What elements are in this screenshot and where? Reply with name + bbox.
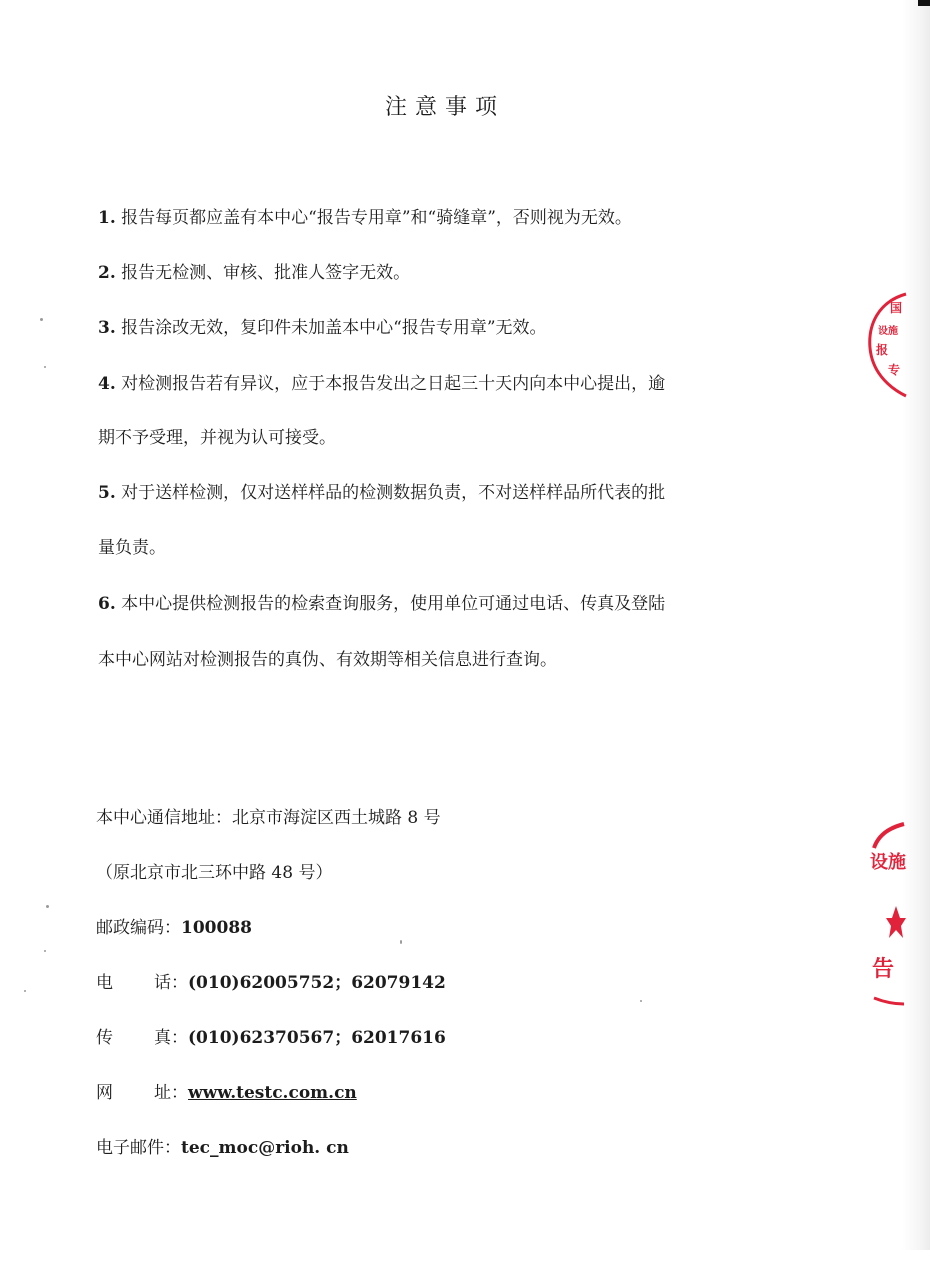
stamp-fragment: 国 [890,301,903,315]
contact-old-address [96,858,332,883]
notice-item-5: 5. 对于送样检测，仅对送样样品的检测数据负责，不对送样样品所代表的批 [98,483,666,503]
phone-label-char-2: 话： [154,973,188,993]
contact-postcode [96,913,252,938]
web-label-char-1: 网 [96,1083,113,1103]
notice-text: 对于送样检测，仅对送样样品的检测数据负责，不对送样样品所代表的批 [121,483,666,503]
notice-item-5-continuation [98,540,810,557]
scan-speck [44,950,46,952]
scan-speck [640,1000,642,1002]
seam-stamp-upper [858,290,908,400]
notice-text: 量负责。 [98,538,166,558]
email-value: tec_moc@rioh. cn [181,1138,349,1158]
notice-item-3: 3. 报告涂改无效，复印件未加盖本中心“报告专用章”无效。 [98,318,547,338]
scan-speck [44,366,46,368]
postcode-label: 邮政编码： [96,918,181,938]
contact-address [96,803,441,828]
notice-item-2: 2. 报告无检测、审核、批准人签字无效。 [98,263,411,283]
stamp-fragment: 设施 [870,852,906,873]
scan-speck [40,318,43,321]
fax-label-char-2: 真： [154,1028,188,1048]
notice-item-1: 1. 报告每页都应盖有本中心“报告专用章”和“骑缝章”，否则视为无效。 [98,208,632,228]
notice-item-6-continuation [98,652,810,669]
stamp-fragment: 设施 [878,326,898,337]
stamp-fragment: 报 [876,343,889,357]
postcode-value: 100088 [181,918,252,938]
scan-speck [46,905,49,908]
notice-text: 报告无检测、审核、批准人签字无效。 [121,263,411,283]
notice-text: 期不予受理，并视为认可接受。 [98,428,336,448]
page-bottom-margin [0,1252,930,1280]
old-address-value: （原北京市北三环中路 48 号） [96,863,333,883]
notice-item-4: 4. 对检测报告若有异议，应于本报告发出之日起三十天内向本中心提出，逾 [98,374,666,394]
scan-speck [400,940,402,944]
notice-item-6: 6. 本中心提供检测报告的检索查询服务，使用单位可通过电话、传真及登陆 [98,594,666,614]
notice-number: 3 [98,318,110,338]
notice-text: 报告每页都应盖有本中心“报告专用章”和“骑缝章”，否则视为无效。 [121,208,632,228]
notice-text: 本中心网站对检测报告的真伪、有效期等相关信息进行查询。 [98,650,557,670]
web-label-char-2: 址： [154,1083,188,1103]
contact-email [96,1133,349,1158]
phone-value: (010)62005752；62079142 [188,973,446,993]
email-label: 电子邮件： [96,1138,181,1158]
seam-stamp-lower [866,818,906,1013]
notice-text: 报告涂改无效，复印件未加盖本中心“报告专用章”无效。 [121,318,547,338]
scan-speck [24,990,26,992]
fax-value: (010)62370567；62017616 [188,1028,446,1048]
scan-corner-mark [918,0,930,6]
notice-number: 1 [98,208,110,228]
website-link[interactable]: www.testc.com.cn [188,1083,357,1103]
notice-text: 本中心提供检测报告的检索查询服务，使用单位可通过电话、传真及登陆 [121,594,666,614]
stamp-fragment: 告 [872,957,895,982]
address-label: 本中心通信地址： [96,808,232,828]
notice-item-4-continuation [98,430,810,447]
notice-number: 4 [98,374,110,394]
notice-number: 5 [98,483,110,503]
notice-text: 对检测报告若有异议，应于本报告发出之日起三十天内向本中心提出，逾 [121,374,666,394]
stamp-fragment: 专 [888,363,901,377]
address-value: 北京市海淀区西土城路 8 号 [232,808,441,828]
page-edge-shadow [902,0,930,1250]
contact-phone [96,968,446,993]
page-title: 注意事项 [384,95,505,120]
notice-number: 2 [98,263,110,283]
contact-website [96,1078,357,1103]
fax-label-char-1: 传 [96,1028,113,1048]
phone-label-char-1: 电 [96,973,113,993]
notice-number: 6 [98,594,110,614]
contact-fax [96,1023,446,1048]
